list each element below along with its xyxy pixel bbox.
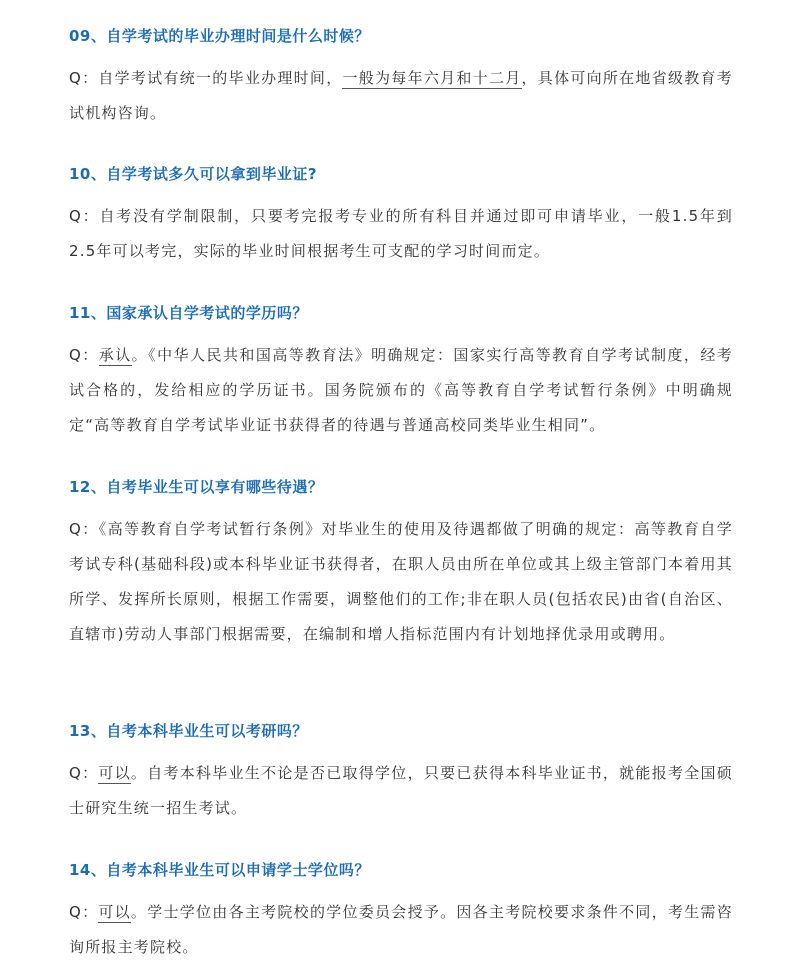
question-title: 11、国家承认自学考试的学历吗？ xyxy=(69,304,308,322)
answer-text xyxy=(69,512,733,652)
answer-text xyxy=(69,756,733,826)
answer-rest: ，具体可向所在地省级教育考试机构咨询。 xyxy=(69,69,734,122)
faq-item-13 xyxy=(69,721,733,826)
faq-item-12 xyxy=(69,477,733,652)
answer-rest: 。《中华人民共和国高等教育法》明确规定：国家实行高等教育自学考试制度，经考试合格的，发给相应的学历证书。国务院颁布的《高等教育自学考试暂行条例》中明确规定“高等教育自学考试毕业证书获得者的待遇与普通高校同类毕业生相同”。 xyxy=(69,346,733,434)
question-title: 13、自考本科毕业生可以考研吗？ xyxy=(69,722,308,740)
answer-text xyxy=(69,338,733,443)
answer-prefix: Q：自学考试有统一的毕业办理时间， xyxy=(69,69,343,87)
answer-text xyxy=(69,199,733,269)
question-title: 10、自学考试多久可以拿到毕业证? xyxy=(69,165,318,183)
question-title: 12、自考毕业生可以享有哪些待遇？ xyxy=(69,478,324,496)
answer-highlight: 可以 xyxy=(98,764,131,782)
answer-prefix: Q： xyxy=(69,903,99,921)
question-title: 09、自学考试的毕业办理时间是什么时候？ xyxy=(69,27,370,45)
answer-prefix: Q： xyxy=(69,346,99,364)
answer-text xyxy=(69,61,733,131)
answer-rest: 。自考本科毕业生不论是否已取得学位，只要已获得本科毕业证书，就能报考全国硕士研究生统一招生考试。 xyxy=(69,764,733,817)
answer-highlight: 一般为每年六月和十二月 xyxy=(342,69,522,87)
answer-text xyxy=(69,895,733,965)
answer-highlight: 承认 xyxy=(98,346,132,364)
question-title: 14、自考本科毕业生可以申请学士学位吗？ xyxy=(69,861,370,879)
answer-prefix: Q：自考没有学制限制，只要考完报考专业的所有科目并通过即可申请毕业，一般1.5年到2.5年可以考完，实际的毕业时间根据考生可支配的学习时间而定。 xyxy=(69,207,733,260)
answer-highlight: 可以 xyxy=(98,903,131,921)
answer-prefix: Q： xyxy=(69,764,99,782)
faq-item-10 xyxy=(69,164,733,269)
faq-item-14 xyxy=(69,860,733,965)
faq-item-11 xyxy=(69,303,733,443)
answer-prefix: Q：《高等教育自学考试暂行条例》对毕业生的使用及待遇都做了明确的规定：高等教育自学考试专科(基础科段)或本科毕业证书获得者，在职人员由所在单位或其上级主管部门本着用其所学、发挥所长原则，根据工作需要，调整他们的工作;非在职人员(包括农民)由省(自治区、直辖市)劳动人事部门根据需要，在编制和增人指标范围内有计划地择优录用或聘用。 xyxy=(69,520,733,643)
answer-rest: 。学士学位由各主考院校的学位委员会授予。因各主考院校要求条件不同，考生需咨询所报主考院校。 xyxy=(69,903,733,956)
faq-item-09 xyxy=(69,26,733,131)
